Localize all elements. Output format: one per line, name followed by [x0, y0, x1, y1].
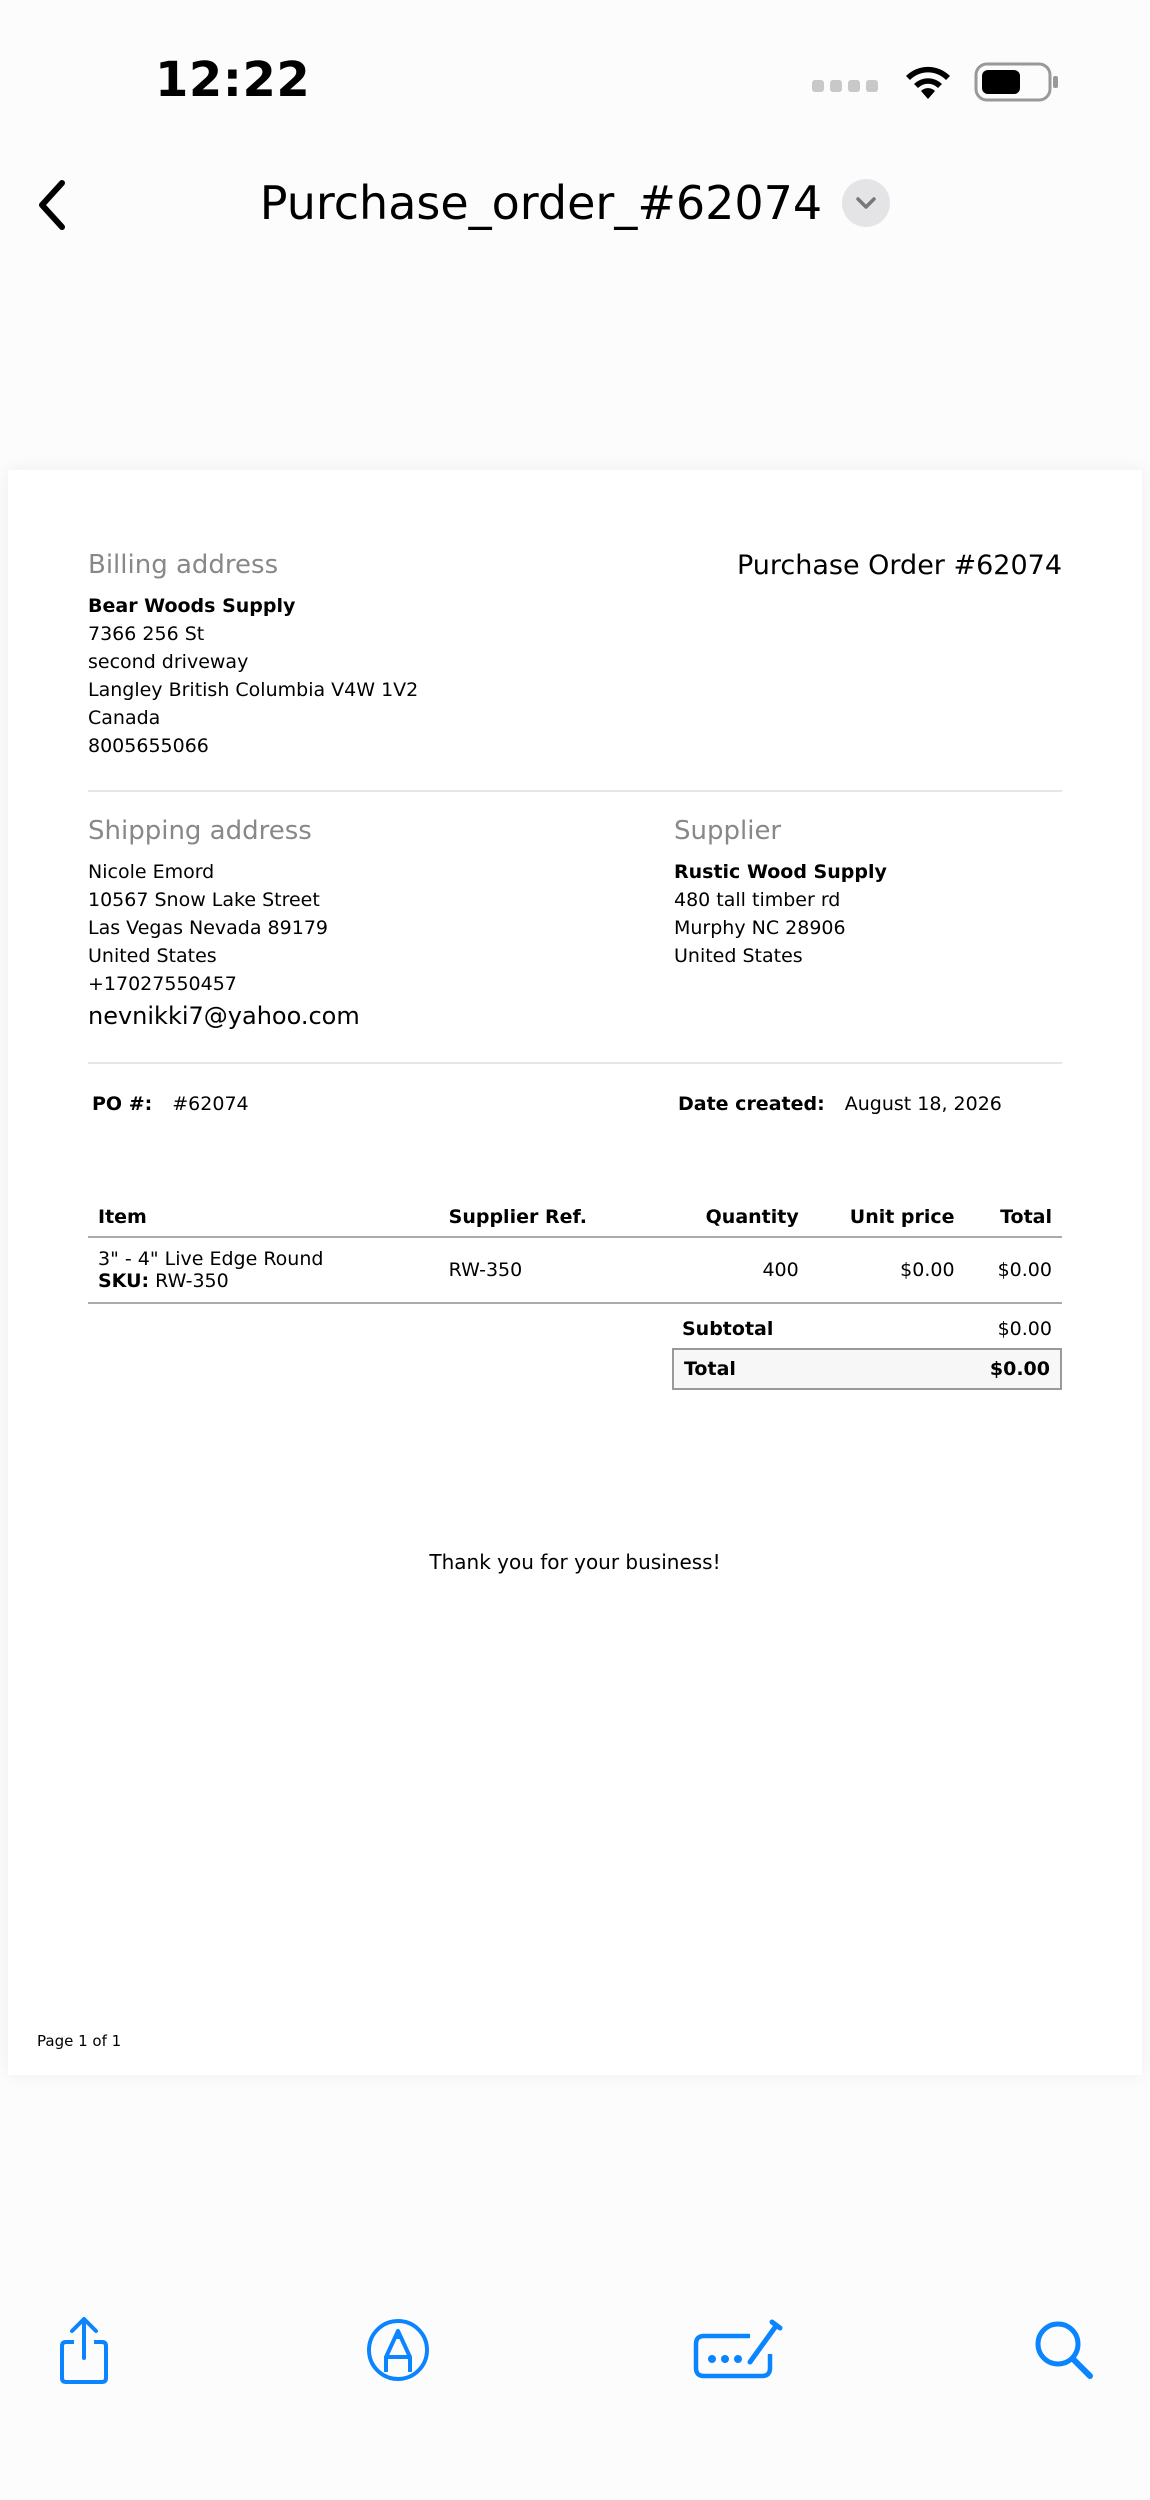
thank-you-message: Thank you for your business! — [429, 1550, 721, 1574]
billing-name: Bear Woods Supply — [88, 595, 296, 617]
unit-price-cell: $0.00 — [809, 1237, 965, 1303]
shipping-line2: Las Vegas Nevada 89179 — [88, 917, 328, 939]
total-value: $0.00 — [989, 1358, 1050, 1380]
subtotal-value: $0.00 — [997, 1318, 1052, 1340]
shipping-phone: +17027550457 — [88, 973, 237, 995]
battery-icon — [974, 60, 1060, 104]
total-cell: $0.00 — [965, 1237, 1062, 1303]
signature-icon — [692, 2318, 784, 2382]
supplier-line2: Murphy NC 28906 — [674, 917, 846, 939]
status-time: 12:22 — [155, 52, 311, 108]
chevron-down-icon[interactable] — [842, 179, 890, 227]
billing-line1: 7366 256 St — [88, 623, 205, 645]
document-title-button[interactable] — [0, 176, 1150, 230]
shipping-email[interactable]: nevnikki7@yahoo.com — [88, 1002, 360, 1030]
search-icon — [1032, 2318, 1096, 2382]
supplier-line3: United States — [674, 945, 803, 967]
column-header-item: Item — [88, 1200, 439, 1237]
status-indicators — [812, 60, 1060, 104]
supplier-ref-cell: RW-350 — [439, 1237, 653, 1303]
wifi-icon — [900, 61, 956, 103]
billing-line3: Langley British Columbia V4W 1V2 — [88, 679, 419, 701]
page-number: Page 1 of 1 — [37, 2032, 122, 2050]
items-table — [88, 1200, 1062, 1304]
signature-button[interactable] — [688, 2310, 788, 2390]
table-row — [88, 1237, 1062, 1303]
shipping-name: Nicole Emord — [88, 861, 215, 883]
search-button[interactable] — [1024, 2310, 1104, 2390]
supplier-line1: 480 tall timber rd — [674, 889, 841, 911]
date-created-label: Date created: — [678, 1093, 825, 1115]
divider — [88, 790, 1062, 792]
date-created-field — [678, 1090, 1002, 1118]
sku-label: SKU: — [98, 1270, 150, 1292]
divider — [88, 1062, 1062, 1064]
billing-address-block — [88, 550, 418, 760]
cellular-signal-icon — [812, 80, 878, 92]
column-header-unit-price: Unit price — [809, 1200, 965, 1237]
subtotal-label: Subtotal — [682, 1318, 774, 1340]
billing-heading: Billing address — [88, 550, 279, 580]
shipping-heading: Shipping address — [88, 816, 312, 846]
date-created-value: August 18, 2026 — [844, 1093, 1002, 1115]
sku-value: RW-350 — [155, 1270, 229, 1292]
share-button[interactable] — [44, 2310, 124, 2390]
supplier-name: Rustic Wood Supply — [674, 861, 887, 883]
po-number-label: PO #: — [92, 1093, 153, 1115]
supplier-block — [674, 816, 887, 970]
billing-line4: Canada — [88, 707, 161, 729]
total-label: Total — [684, 1358, 736, 1380]
markup-button[interactable] — [358, 2310, 438, 2390]
total-row — [672, 1348, 1062, 1390]
document-title: Purchase_order_#62074 — [259, 176, 823, 230]
column-header-total: Total — [965, 1200, 1062, 1237]
purchase-order-heading: Purchase Order #62074 — [736, 550, 1062, 581]
document-content — [88, 470, 1062, 2075]
pdf-page[interactable] — [8, 470, 1142, 2075]
column-header-quantity: Quantity — [653, 1200, 809, 1237]
table-header-row — [88, 1200, 1062, 1237]
bottom-toolbar — [0, 2310, 1150, 2430]
totals-block — [672, 1310, 1062, 1390]
column-header-supplier-ref: Supplier Ref. — [439, 1200, 653, 1237]
supplier-heading: Supplier — [674, 816, 782, 846]
item-cell — [88, 1237, 439, 1303]
po-number-field — [92, 1090, 249, 1118]
markup-pen-icon — [365, 2317, 431, 2383]
item-name: 3" - 4" Live Edge Round — [98, 1248, 324, 1270]
subtotal-row — [672, 1310, 1062, 1348]
quantity-cell: 400 — [653, 1237, 809, 1303]
shipping-address-block — [88, 816, 360, 1030]
billing-phone: 8005655066 — [88, 735, 209, 757]
share-icon — [54, 2314, 114, 2386]
billing-line2: second driveway — [88, 651, 249, 673]
shipping-line1: 10567 Snow Lake Street — [88, 889, 320, 911]
shipping-line3: United States — [88, 945, 217, 967]
po-number-value: #62074 — [172, 1093, 249, 1115]
